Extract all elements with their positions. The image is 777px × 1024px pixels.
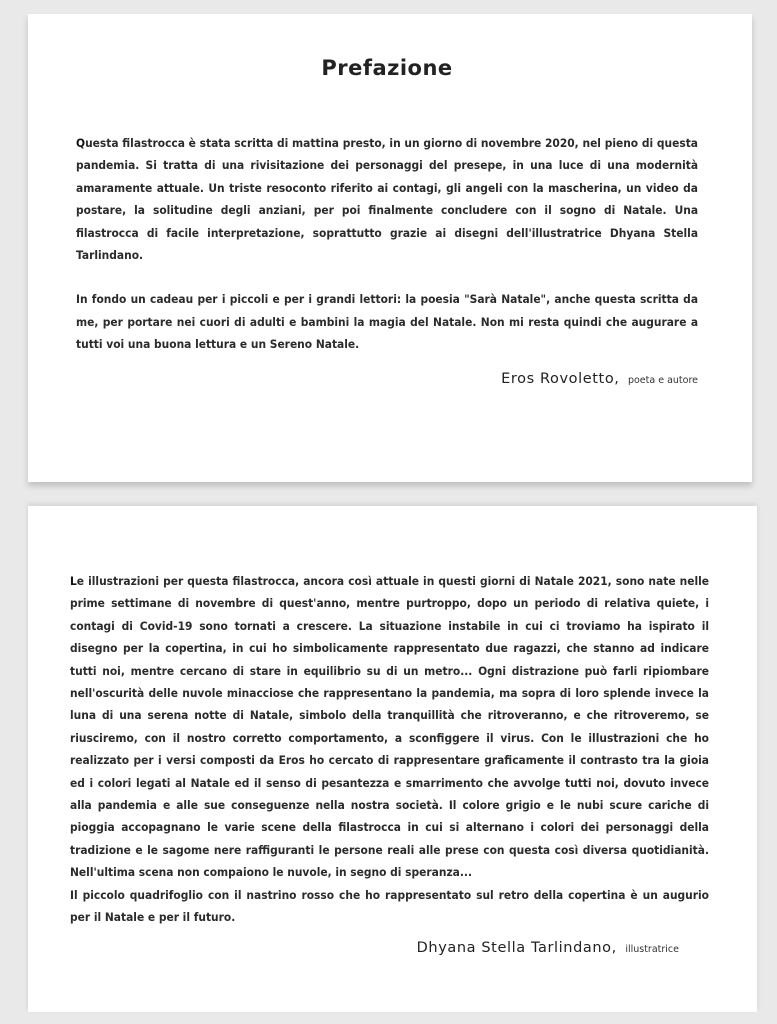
illustrations-paragraph-2: Il piccolo quadrifoglio con il nastrino rosso che ho rappresentato sul retro della copertina è un augurio per il Natale e per il futuro. — [70, 887, 710, 925]
illustrations-paragraph-1 — [70, 570, 709, 884]
illustrations-page — [28, 506, 757, 1012]
signature-name: Eros Rovoletto, — [501, 370, 620, 387]
author-signature — [76, 370, 698, 388]
drop-letter: L — [70, 574, 77, 588]
preface-paragraph-2: In fondo un cadeau per i piccoli e per i grandi lettori: la poesia "Sarà Natale", anche questa scritta da me, per portare nei cuori di adulti e bambini la magia del Natale. Non mi resta quindi che augurare a tutti voi una buona lettura e un Sereno Natale. — [76, 292, 699, 352]
paragraph-text: e illustrazioni per questa filastrocca, ancora così attuale in questi giorni di Natale 2021, sono nate nelle prime settimane di novembre di quest'anno, mentre purtroppo, dopo un periodo di relativa quiete, i contagi di Covid-19 sono tornati a crescere. La situazione instabile in cui ci troviamo ha ispirato il disegno per la copertina, in cui ho simbolicamente rappresentato due ragazzi, che stanno ad indicare tutti noi, mentre cercano di stare in equilibrio su di un metro... Ogni distrazione può farli ripiombare nell'oscurità delle nuvole minacciose che rappresentano la pandemia, ma sopra di loro splende invece la luna di una serena notte di Natale, simbolo della tranquillità che ritroveranno, e che ritroveremo, se riusciremo, con il nostro corretto comportamento, a sconfiggere il virus. Con le illustrazioni che ho realizzato per i versi composti da Eros ho cercato di rappresentare graficamente il contrasto tra la gioia ed i colori legati al Natale ed il senso di pesantezza e smarrimento che avvolge tutti noi, dovuto invece alla pandemia e alle sue conseguenze nella nostra società. Il colore grigio e le nubi scure cariche di pioggia accopagnano le varie scene della filastrocca in cui si alternano i colori dei personaggi della tradizione e le sagome nere raffiguranti le persone reali alle prese con questa così diversa quotidianità. Nell'ultima scena non compaiono le nuvole, in segno di speranza... — [70, 574, 710, 880]
preface-page — [28, 14, 752, 482]
paragraph-text: uesta filastrocca è stata scritta di mattina presto, in un giorno di novembre 2020, nel pieno di questa pandemia. Si tratta di una rivisitazione dei personaggi del presepe, in una luce di una modernità amaramente attuale. Un triste resoconto riferito ai contagi, gli angeli con la mascherina, un video da postare, la solitudine degli anziani, per poi finalmente concludere con il sogno di Natale. Una filastrocca di facile interpretazione, soprattutto grazie ai disegni dell'illustratrice Dhyana Stella Tarlindano. — [76, 136, 699, 263]
illustrator-signature — [70, 939, 709, 957]
preface-paragraph-1 — [76, 132, 698, 266]
page-title: Prefazione — [321, 56, 453, 80]
signature-role: poeta e autore — [627, 374, 698, 386]
drop-letter: Q — [76, 136, 86, 150]
signature-name: Dhyana Stella Tarlindano, — [416, 939, 617, 956]
signature-role: illustratrice — [625, 943, 679, 955]
